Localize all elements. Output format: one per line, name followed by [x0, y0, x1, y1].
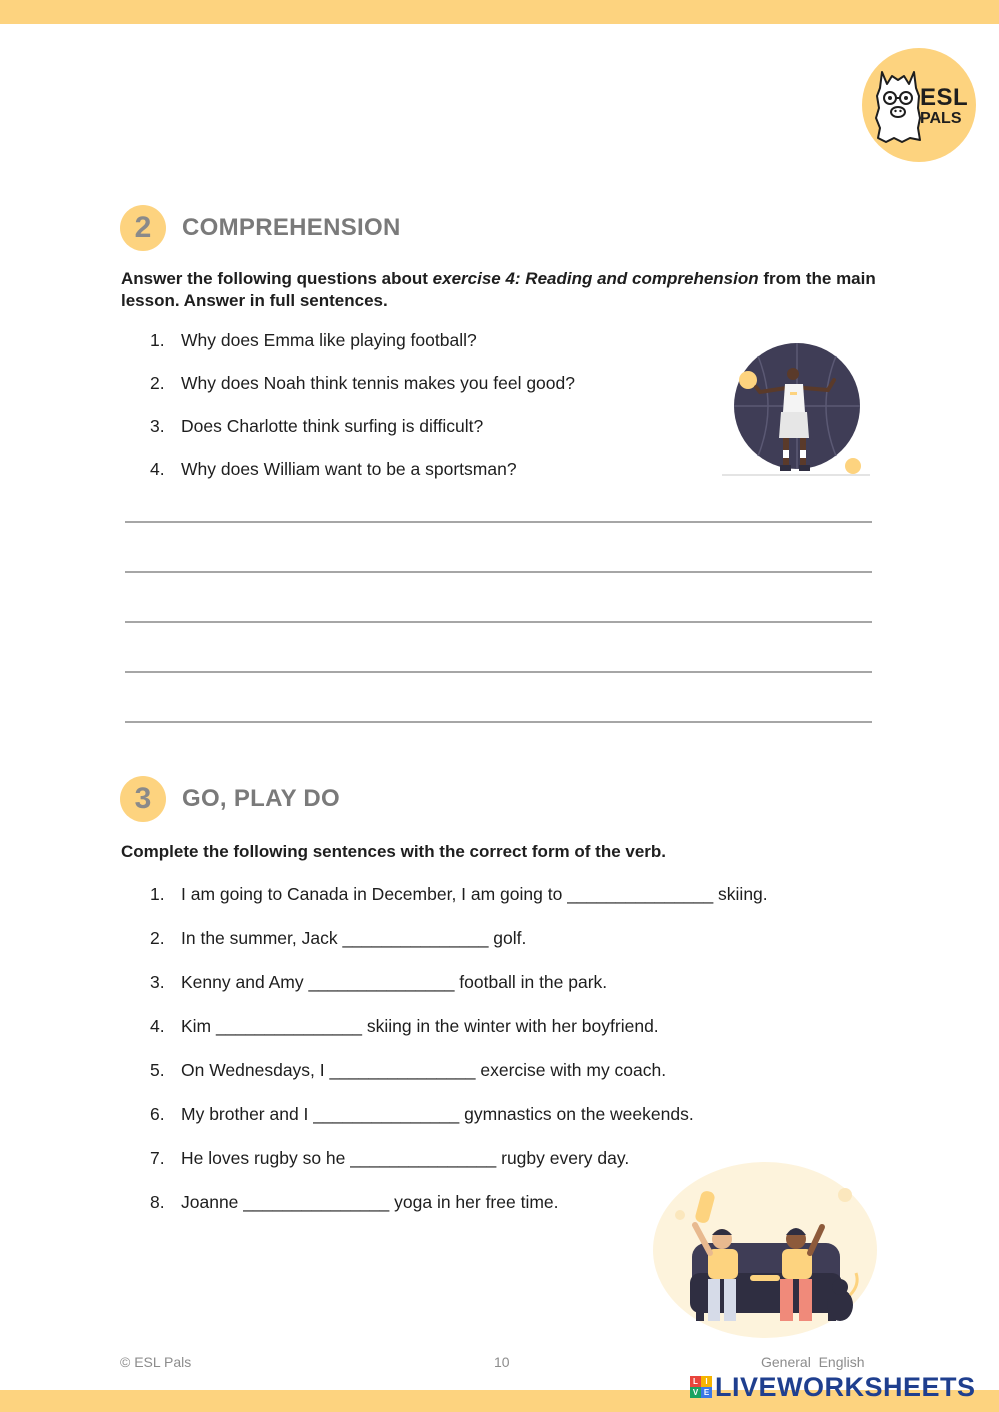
- icon-letter: I: [701, 1376, 712, 1387]
- question-item: [150, 372, 710, 415]
- answer-line[interactable]: [125, 571, 872, 573]
- sentence-text: In the summer, Jack _______________ golf.: [181, 928, 527, 948]
- question-text: Why does Noah think tennis makes you feel good?: [181, 373, 575, 393]
- answer-line[interactable]: [125, 671, 872, 673]
- comprehension-question-list: [150, 329, 710, 501]
- sentence-text: I am going to Canada in December, I am going to _______________ skiing.: [181, 884, 768, 904]
- sentence-item: [150, 927, 850, 971]
- section-title: COMPREHENSION: [182, 214, 401, 241]
- sentence-item: [150, 971, 850, 1015]
- section-number-badge: 2: [120, 205, 166, 251]
- section-2-heading: [120, 204, 401, 252]
- section-number-badge: 3: [120, 776, 166, 822]
- instruction-emphasis: exercise 4: Reading and comprehension: [432, 269, 759, 288]
- sentence-text: Joanne _______________ yoga in her free time.: [181, 1192, 559, 1212]
- instruction-text: from the main lesson. Answer in full sentences.: [121, 269, 876, 310]
- liveworksheets-watermark[interactable]: [690, 1372, 976, 1402]
- logo-wordmark: [920, 86, 968, 127]
- sentence-number: 5.: [150, 1060, 165, 1080]
- sentence-item: [150, 1059, 850, 1103]
- sentence-text: Kim _______________ skiing in the winter with her boyfriend.: [181, 1016, 659, 1036]
- question-number: 2.: [150, 373, 165, 393]
- question-number: 3.: [150, 416, 165, 436]
- sentence-number: 3.: [150, 972, 165, 992]
- sentence-text: He loves rugby so he _______________ rugby every day.: [181, 1148, 630, 1168]
- sentence-text: Kenny and Amy _______________ football in the park.: [181, 972, 608, 992]
- section-title: GO, PLAY DO: [182, 785, 341, 812]
- sentence-number: 8.: [150, 1192, 165, 1212]
- sentence-text: On Wednesdays, I _______________ exercise with my coach.: [181, 1060, 667, 1080]
- sentence-number: 6.: [150, 1104, 165, 1124]
- esl-pals-logo: [862, 48, 976, 162]
- footer-copyright: © ESL Pals: [120, 1354, 192, 1370]
- sentence-number: 4.: [150, 1016, 165, 1036]
- answer-line[interactable]: [125, 721, 872, 723]
- logo-line-esl: ESL: [920, 84, 969, 111]
- answer-line[interactable]: [125, 621, 872, 623]
- instruction-text: Answer the following questions about: [121, 269, 433, 288]
- icon-letter: V: [690, 1387, 701, 1398]
- footer-course: General English: [761, 1354, 865, 1370]
- section-3-heading: [120, 775, 340, 823]
- footer-page-number: 10: [494, 1354, 510, 1370]
- section-3-instruction: Complete the following sentences with the correct form of the verb.: [121, 842, 667, 861]
- answer-line[interactable]: [125, 521, 872, 523]
- basketball-player-illustration: [720, 340, 872, 480]
- llama-icon: [872, 66, 924, 144]
- question-text: Why does Emma like playing football?: [181, 330, 477, 350]
- top-accent-bar: [0, 0, 999, 24]
- sentence-item: [150, 1015, 850, 1059]
- section-2-instruction: [121, 268, 891, 312]
- question-text: Does Charlotte think surfing is difficult?: [181, 416, 484, 436]
- question-item: [150, 458, 710, 501]
- logo-line-pals: PALS: [920, 110, 962, 127]
- icon-letter: L: [690, 1376, 701, 1387]
- sentence-item: [150, 1103, 850, 1147]
- question-item: [150, 329, 710, 372]
- sentence-number: 1.: [150, 884, 165, 904]
- sentence-number: 2.: [150, 928, 165, 948]
- question-text: Why does William want to be a sportsman?: [181, 459, 517, 479]
- icon-letter: E: [701, 1387, 712, 1398]
- sentence-text: My brother and I _______________ gymnastics on the weekends.: [181, 1104, 694, 1124]
- question-number: 1.: [150, 330, 165, 350]
- liveworksheets-icon: [690, 1376, 712, 1398]
- sentence-item: [150, 883, 850, 927]
- question-item: [150, 415, 710, 458]
- sports-fans-illustration: [650, 1155, 880, 1340]
- question-number: 4.: [150, 459, 165, 479]
- liveworksheets-text: LIVEWORKSHEETS: [715, 1371, 976, 1402]
- sentence-number: 7.: [150, 1148, 165, 1168]
